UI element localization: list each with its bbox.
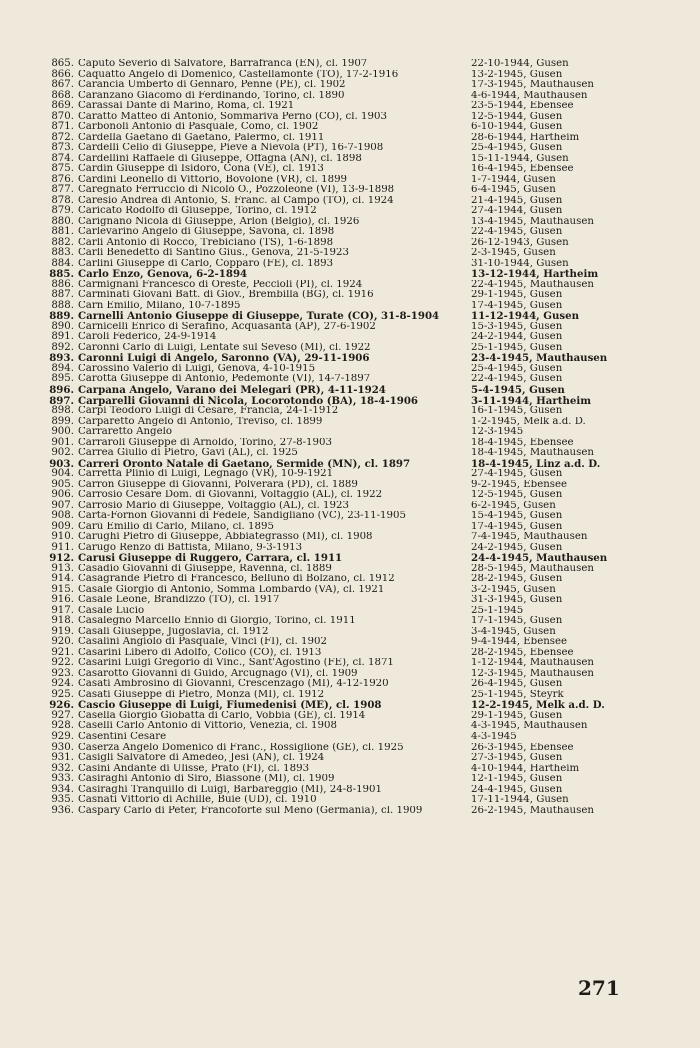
entry-number: 935. xyxy=(51,794,74,806)
entry-number: 934. xyxy=(51,783,74,795)
list-item xyxy=(44,91,644,102)
entry-text: Cardellini Raffaele di Giuseppe, Offagna (AN), cl. 1898 xyxy=(78,153,362,164)
entry-death-date-place: 9-4-1944, Ebensee xyxy=(471,637,568,648)
entry-text: Carmignani Francesco di Oreste, Peccioli (PI), cl. 1924 xyxy=(78,279,363,290)
entry-number: 905. xyxy=(51,478,74,490)
entry-death-date-place: 28-6-1944, Hartheim xyxy=(471,132,580,143)
entry-death-date-place: 1-2-1945, Melk a.d. D. xyxy=(471,416,586,427)
entry-text: Carlevarino Angelo di Giuseppe, Savona, cl. 1898 xyxy=(78,227,335,238)
entry-number: 923. xyxy=(51,667,74,679)
entry-death-date-place: 25-1-1945, Steyrk xyxy=(471,689,564,700)
entry-number: 891. xyxy=(51,331,74,343)
entry-number: 868. xyxy=(51,89,74,101)
entry-death-date-place: 24-2-1945, Gusen xyxy=(471,542,563,553)
entry-text: Carrea Giulio di Pietro, Gavi (AL), cl. 1925 xyxy=(78,448,298,459)
entry-number: 927. xyxy=(51,709,74,721)
list-item xyxy=(44,406,644,417)
entry-death-date-place: 13-4-1945, Mauthausen xyxy=(471,216,594,227)
entry-number: 887. xyxy=(51,289,74,301)
entry-death-date-place: 28-2-1945, Ebensee xyxy=(471,647,574,658)
list-item xyxy=(44,259,644,270)
entry-number: 899. xyxy=(51,415,74,427)
entry-number: 902. xyxy=(51,447,74,459)
entry-number: 928. xyxy=(51,720,74,732)
list-item xyxy=(44,164,644,175)
entry-text: Casadio Giovanni di Giuseppe, Ravenna, cl. 1889 xyxy=(78,563,332,574)
list-item xyxy=(44,753,644,764)
entry-number: 922. xyxy=(51,657,74,669)
entry-text: Carli Antonio di Rocco, Trebiciano (TS), 1-6-1898 xyxy=(78,237,334,248)
entry-number: 913. xyxy=(51,562,74,574)
entry-death-date-place: 12-3-1945, Mauthausen xyxy=(471,668,594,679)
entry-death-date-place: 4-3-1945, Mauthausen xyxy=(471,721,588,732)
list-item xyxy=(44,427,644,438)
entry-text: Carraretto Angelo xyxy=(78,427,173,438)
list-item xyxy=(44,417,644,428)
entry-text: Caselli Carlo Antonio di Vittorio, Venezia, cl. 1908 xyxy=(78,721,337,732)
entry-number: 908. xyxy=(51,510,74,522)
entry-number: 921. xyxy=(51,646,74,658)
list-item xyxy=(44,648,644,659)
entry-number: 865. xyxy=(51,58,74,69)
list-item xyxy=(44,564,644,575)
entry-death-date-place: 15-3-1945, Gusen xyxy=(471,321,563,332)
list-item xyxy=(44,795,644,806)
entry-text: Caserza Angelo Domenico di Franc., Rossiglione (GE), cl. 1925 xyxy=(78,742,404,753)
entry-death-date-place: 12-1-1945, Gusen xyxy=(471,774,563,785)
entry-text: Caricato Rodolfo di Giuseppe, Torino, cl. 1912 xyxy=(78,206,317,217)
list-item xyxy=(44,322,644,333)
list-item xyxy=(44,679,644,690)
entry-death-date-place: 16-1-1945, Gusen xyxy=(471,406,563,417)
list-item xyxy=(44,690,644,701)
entry-death-date-place: 1-7-1944, Gusen xyxy=(471,174,556,185)
entry-text: Carlo Enzo, Genova, 6-2-1894 xyxy=(78,269,248,280)
list-item xyxy=(44,311,644,322)
list-item xyxy=(44,490,644,501)
entry-text: Carretta Plinio di Luigi, Legnago (VR), 10-9-1921 xyxy=(78,469,334,480)
entry-text: Carossino Valerio di Luigi, Genova, 4-10-1915 xyxy=(78,363,316,374)
entry-text: Carusi Giuseppe di Ruggero, Carrara, cl. 1911 xyxy=(78,553,343,564)
entry-text: Carù Emilio di Carlo, Milano, cl. 1895 xyxy=(78,521,274,532)
entry-death-date-place: 6-10-1944, Gusen xyxy=(471,122,563,133)
list-item xyxy=(44,332,644,343)
entry-death-date-place: 12-5-1945, Gusen xyxy=(471,490,563,501)
entry-number: 890. xyxy=(51,320,74,332)
entry-death-date-place: 22-4-1945, Gusen xyxy=(471,227,563,238)
list-item xyxy=(44,574,644,585)
entry-death-date-place: 27-4-1944, Gusen xyxy=(471,206,563,217)
entry-text: Carnicelli Enrico di Serafino, Acquasanta (AP), 27-6-1902 xyxy=(78,321,376,332)
entry-number: 879. xyxy=(51,205,74,217)
list-item xyxy=(44,101,644,112)
entry-text: Caputo Severio di Salvatore, Barrafranca (EN), cl. 1907 xyxy=(78,59,368,69)
list-item xyxy=(44,721,644,732)
entry-text: Casali Giuseppe, Jugoslavia, cl. 1912 xyxy=(78,626,269,637)
entry-number: 918. xyxy=(51,615,74,627)
list-item xyxy=(44,343,644,354)
entry-text: Caronni Luigi di Angelo, Saronno (VA), 29-11-1906 xyxy=(78,353,370,364)
list-item xyxy=(44,785,644,796)
entry-death-date-place: 31-10-1944, Gusen xyxy=(471,258,569,269)
list-item xyxy=(44,480,644,491)
entry-text: Cardini Leonello di Vittorio, Bovolone (VR), cl. 1899 xyxy=(78,174,348,185)
entry-death-date-place: 17-4-1945, Gusen xyxy=(471,300,563,311)
entry-death-date-place: 17-1-1945, Gusen xyxy=(471,616,563,627)
entry-text: Casale Giorgio di Antonio, Somma Lombardo (VA), cl. 1921 xyxy=(78,584,385,595)
list-item xyxy=(44,185,644,196)
entry-death-date-place: 3-2-1945, Gusen xyxy=(471,584,556,595)
entry-text: Carrosio Mario di Giuseppe, Voltaggio (AL), cl. 1923 xyxy=(78,500,349,511)
entry-death-date-place: 12-3-1945 xyxy=(471,427,524,438)
entry-text: Carbonoli Antonio di Pasquale, Como, cl. 1902 xyxy=(78,122,319,133)
entry-number: 930. xyxy=(51,741,74,753)
entry-death-date-place: 17-4-1945, Gusen xyxy=(471,521,563,532)
entry-number: 888. xyxy=(51,299,74,311)
entry-death-date-place: 13-12-1944, Hartheim xyxy=(471,269,599,280)
list-item xyxy=(44,658,644,669)
entry-death-date-place: 29-1-1945, Gusen xyxy=(471,290,563,301)
entry-text: Cardella Gaetano di Gaetano, Palermo, cl. 1911 xyxy=(78,132,325,143)
entry-text: Carnelli Antonio Giuseppe di Giuseppe, Turate (CO), 31-8-1904 xyxy=(78,311,440,322)
entry-text: Casigli Salvatore di Amedeo, Jesi (AN), cl. 1924 xyxy=(78,753,325,764)
entry-number: 924. xyxy=(51,678,74,690)
list-item xyxy=(44,175,644,186)
entry-number: 936. xyxy=(51,804,74,816)
list-item xyxy=(44,59,644,70)
entry-number: 906. xyxy=(51,489,74,501)
entry-number: 877. xyxy=(51,184,74,196)
entry-death-date-place: 21-4-1945, Gusen xyxy=(471,195,563,206)
entry-number: 917. xyxy=(51,604,74,616)
entry-text: Carminati Giovani Batt. di Giov., Brembilla (BG), cl. 1916 xyxy=(78,290,374,301)
entry-text: Casentini Cesare xyxy=(78,732,167,742)
entry-number: 915. xyxy=(51,583,74,595)
entry-text: Carparetto Angelo di Antonio, Treviso, cl. 1899 xyxy=(78,416,323,427)
entry-number: 893. xyxy=(49,352,74,365)
entry-number: 894. xyxy=(51,362,74,374)
entry-death-date-place: 9-2-1945, Ebensee xyxy=(471,479,568,490)
list-item xyxy=(44,385,644,396)
entry-number: 911. xyxy=(51,541,74,553)
entry-number: 914. xyxy=(51,573,74,585)
list-item xyxy=(44,438,644,449)
list-item xyxy=(44,248,644,259)
entry-death-date-place: 26-3-1945, Ebensee xyxy=(471,742,574,753)
entry-text: Casiraghi Antonio di Siro, Biassone (MI), cl. 1909 xyxy=(78,774,335,785)
entry-death-date-place: 25-4-1945, Gusen xyxy=(471,143,563,154)
list-item xyxy=(44,616,644,627)
list-item xyxy=(44,501,644,512)
entry-number: 916. xyxy=(51,594,74,606)
list-item xyxy=(44,227,644,238)
list-item xyxy=(44,511,644,522)
list-item xyxy=(44,238,644,249)
entry-death-date-place: 25-1-1945 xyxy=(471,605,524,616)
entry-number: 907. xyxy=(51,499,74,511)
entry-text: Casagrande Pietro di Francesco, Belluno di Bolzano, cl. 1912 xyxy=(78,574,395,585)
entry-death-date-place: 18-4-1945, Linz a.d. D. xyxy=(471,458,601,470)
entry-number: 912. xyxy=(49,552,74,565)
entry-death-date-place: 4-6-1944, Mauthausen xyxy=(471,90,588,101)
list-item xyxy=(44,806,644,817)
entry-number: 873. xyxy=(51,142,74,154)
entry-number: 885. xyxy=(49,268,74,281)
entry-death-date-place: 15-11-1944, Gusen xyxy=(471,153,569,164)
entry-number: 880. xyxy=(51,215,74,227)
list-item xyxy=(44,269,644,280)
entry-number: 896. xyxy=(49,383,74,396)
entry-text: Cardin Giuseppe di Isidoro, Cona (VE), cl. 1913 xyxy=(78,164,324,175)
entry-death-date-place: 17-11-1944, Gusen xyxy=(471,795,569,806)
list-item xyxy=(44,553,644,564)
entry-number: 872. xyxy=(51,131,74,143)
entry-text: Casarini Libero di Adolfo, Colico (CO), cl. 1913 xyxy=(78,647,322,658)
entry-number: 883. xyxy=(51,247,74,259)
entry-number: 900. xyxy=(51,426,74,438)
entry-text: Carughi Pietro di Giuseppe, Abbiategrasso (MI), cl. 1908 xyxy=(78,532,373,543)
entry-text: Carignano Nicola di Giuseppe, Arlon (Belgio), cl. 1926 xyxy=(78,216,360,227)
list-item xyxy=(44,70,644,81)
entry-text: Carassai Dante di Marino, Roma, cl. 1921 xyxy=(78,101,295,112)
entry-text: Cascio Giuseppe di Luigi, Fiumedenisi (ME), cl. 1908 xyxy=(78,700,382,711)
entry-text: Caresio Andrea di Antonio, S. Franc. al Campo (TO), cl. 1924 xyxy=(78,195,394,206)
entry-number: 932. xyxy=(51,762,74,774)
entry-number: 871. xyxy=(51,121,74,133)
list-item xyxy=(44,364,644,375)
list-item xyxy=(44,143,644,154)
entry-death-date-place: 7-4-1945, Mauthausen xyxy=(471,532,588,543)
list-item xyxy=(44,206,644,217)
entry-text: Caroli Federico, 24-9-1914 xyxy=(78,332,217,343)
list-item xyxy=(44,732,644,743)
deportee-list xyxy=(44,59,644,816)
list-item xyxy=(44,543,644,554)
entry-death-date-place: 6-4-1945, Gusen xyxy=(471,185,556,196)
entry-death-date-place: 27-3-1945, Gusen xyxy=(471,753,563,764)
list-item xyxy=(44,301,644,312)
entry-death-date-place: 6-2-1945, Gusen xyxy=(471,500,556,511)
entry-death-date-place: 18-4-1945, Mauthausen xyxy=(471,448,594,459)
list-item xyxy=(44,764,644,775)
list-item xyxy=(44,595,644,606)
entry-text: Carancia Umberto di Gennaro, Penne (PE), cl. 1902 xyxy=(78,80,346,91)
entry-number: 892. xyxy=(51,341,74,353)
entry-text: Casale Lucio xyxy=(78,605,145,616)
list-item xyxy=(44,627,644,638)
list-item xyxy=(44,469,644,480)
entry-death-date-place: 24-4-1945, Gusen xyxy=(471,784,563,795)
list-item xyxy=(44,217,644,228)
entry-number: 895. xyxy=(51,373,74,385)
entry-death-date-place: 12-2-1945, Melk a.d. D. xyxy=(471,700,605,711)
entry-death-date-place: 17-3-1945, Mauthausen xyxy=(471,80,594,91)
entry-text: Carli Benedetto di Santino Gius., Genova, 21-5-1923 xyxy=(78,248,349,259)
entry-text: Casati Giuseppe di Pietro, Monza (MI), cl. 1912 xyxy=(78,689,325,700)
list-item xyxy=(44,80,644,91)
entry-death-date-place: 25-1-1945, Gusen xyxy=(471,342,563,353)
list-item xyxy=(44,459,644,470)
entry-number: 878. xyxy=(51,194,74,206)
entry-number: 933. xyxy=(51,773,74,785)
entry-death-date-place: 16-4-1945, Ebensee xyxy=(471,164,574,175)
entry-death-date-place: 24-4-1945, Mauthausen xyxy=(471,553,608,564)
entry-text: Carta-Fornon Giovanni di Fedele, Sandigliano (VC), 23-11-1905 xyxy=(78,511,406,522)
entry-text: Cardelli Celio di Giuseppe, Pieve a Nievola (PT), 16-7-1908 xyxy=(78,143,384,154)
entry-death-date-place: 26-2-1945, Mauthausen xyxy=(471,805,594,816)
entry-death-date-place: 1-12-1944, Mauthausen xyxy=(471,658,594,669)
entry-text: Carreri Oronto Natale di Gaetano, Sermide (MN), cl. 1897 xyxy=(78,458,411,470)
entry-text: Casarini Luigi Gregorio di Vinc., Sant'Agostino (FE), cl. 1871 xyxy=(78,658,394,669)
entry-text: Carron Giuseppe di Giovanni, Polverara (PD), cl. 1889 xyxy=(78,479,358,490)
list-item xyxy=(44,669,644,680)
entry-number: 889. xyxy=(49,310,74,323)
list-item xyxy=(44,522,644,533)
entry-text: Carn Emilio, Milano, 10-7-1895 xyxy=(78,300,241,311)
entry-text: Casella Giorgio Giobatta di Carlo, Vobbia (GE), cl. 1914 xyxy=(78,710,366,721)
entry-death-date-place: 12-5-1944, Gusen xyxy=(471,111,563,122)
entry-number: 926. xyxy=(49,699,74,712)
entry-number: 925. xyxy=(51,688,74,700)
list-item xyxy=(44,774,644,785)
entry-text: Carpi Teodoro Luigi di Cesare, Francia, 24-1-1912 xyxy=(78,406,339,417)
entry-text: Casale Leone, Brandizzo (TO), cl. 1917 xyxy=(78,595,280,606)
list-item xyxy=(44,353,644,364)
entry-death-date-place: 25-4-1945, Gusen xyxy=(471,363,563,374)
entry-death-date-place: 24-2-1944, Gusen xyxy=(471,332,563,343)
entry-death-date-place: 23-4-1945, Mauthausen xyxy=(471,353,608,364)
entry-number: 903. xyxy=(49,457,74,470)
entry-death-date-place: 31-3-1945, Gusen xyxy=(471,595,563,606)
entry-text: Casarotto Giovanni di Guido, Arcugnago (VI), cl. 1909 xyxy=(78,668,358,679)
entry-death-date-place: 2-3-1945, Gusen xyxy=(471,248,556,259)
entry-death-date-place: 15-4-1945, Gusen xyxy=(471,511,563,522)
entry-text: Carugo Renzo di Battista, Milano, 9-3-1913 xyxy=(78,542,303,553)
list-item xyxy=(44,133,644,144)
list-item xyxy=(44,532,644,543)
entry-number: 901. xyxy=(51,436,74,448)
entry-death-date-place: 29-1-1945, Gusen xyxy=(471,710,563,721)
entry-death-date-place: 11-12-1944, Gusen xyxy=(471,311,579,322)
entry-number: 909. xyxy=(51,520,74,532)
entry-text: Carpana Angelo, Varano dei Melegari (PR), 4-11-1924 xyxy=(78,384,386,396)
entry-death-date-place: 26-12-1943, Gusen xyxy=(471,237,569,248)
entry-number: 876. xyxy=(51,173,74,185)
entry-number: 881. xyxy=(51,226,74,238)
list-item xyxy=(44,637,644,648)
entry-death-date-place: 5-4-1945, Gusen xyxy=(471,384,565,396)
entry-death-date-place: 22-4-1945, Gusen xyxy=(471,374,563,385)
entry-text: Carotta Giuseppe di Antonio, Pedemonte (VI), 14-7-1897 xyxy=(78,374,371,385)
entry-text: Carraroli Giuseppe di Arnoldo, Torino, 27-8-1903 xyxy=(78,437,332,448)
list-item xyxy=(44,743,644,754)
entry-death-date-place: 3-11-1944, Hartheim xyxy=(471,395,592,407)
list-item xyxy=(44,290,644,301)
entry-number: 875. xyxy=(51,163,74,175)
list-item xyxy=(44,196,644,207)
list-item xyxy=(44,700,644,711)
entry-text: Caronni Carlo di Luigi, Lentate sul Seveso (MI), cl. 1922 xyxy=(78,342,371,353)
entry-text: Caquatto Angelo di Domenico, Castellamonte (TO), 17-2-1916 xyxy=(78,69,399,80)
entry-text: Carparelli Giovanni di Nicola, Locorotondo (BA), 18-4-1906 xyxy=(78,395,419,407)
entry-number: 884. xyxy=(51,257,74,269)
entry-death-date-place: 23-5-1944, Ebensee xyxy=(471,101,574,112)
entry-number: 886. xyxy=(51,278,74,290)
list-item xyxy=(44,448,644,459)
entry-text: Caranzano Giacomo di Ferdinando, Torino, cl. 1890 xyxy=(78,90,345,101)
entry-text: Casalegno Marcello Ennio di Giorgio, Torino, cl. 1911 xyxy=(78,616,356,627)
entry-death-date-place: 4-10-1944, Hartheim xyxy=(471,763,580,774)
page-number: 271 xyxy=(578,976,620,1000)
list-item xyxy=(44,280,644,291)
entry-text: Caspary Carlo di Peter, Francoforte sul Meno (Germania), cl. 1909 xyxy=(78,805,423,816)
entry-text: Casati Ambrosino di Giovanni, Crescenzago (MI), 4-12-1920 xyxy=(78,679,389,690)
entry-number: 869. xyxy=(51,100,74,112)
entry-number: 870. xyxy=(51,110,74,122)
entry-death-date-place: 22-10-1944, Gusen xyxy=(471,59,569,69)
entry-number: 910. xyxy=(51,531,74,543)
list-item xyxy=(44,711,644,722)
entry-number: 897. xyxy=(49,394,74,407)
entry-text: Caregnato Ferruccio di Nicolò O., Pozzoleone (VI), 13-9-1898 xyxy=(78,185,395,196)
entry-text: Casnati Vittorio di Achille, Buie (UD), cl. 1910 xyxy=(78,795,317,806)
entry-death-date-place: 4-3-1945 xyxy=(471,732,517,742)
entry-number: 904. xyxy=(51,468,74,480)
entry-text: Casiraghi Tranquillo di Luigi, Barbareggio (MI), 24-8-1901 xyxy=(78,784,382,795)
entry-text: Casalini Angiolo di Pasquale, Vinci (FI), cl. 1902 xyxy=(78,637,327,648)
entry-death-date-place: 28-5-1945, Mauthausen xyxy=(471,563,594,574)
entry-number: 929. xyxy=(51,731,74,742)
entry-number: 898. xyxy=(51,405,74,417)
entry-number: 874. xyxy=(51,152,74,164)
entry-number: 867. xyxy=(51,79,74,91)
entry-number: 920. xyxy=(51,636,74,648)
list-item xyxy=(44,112,644,123)
entry-number: 919. xyxy=(51,625,74,637)
entry-death-date-place: 22-4-1945, Mauthausen xyxy=(471,279,594,290)
entry-death-date-place: 28-2-1945, Gusen xyxy=(471,574,563,585)
list-item xyxy=(44,396,644,407)
entry-death-date-place: 13-2-1945, Gusen xyxy=(471,69,563,80)
list-item xyxy=(44,154,644,165)
list-item xyxy=(44,606,644,617)
entry-death-date-place: 26-4-1945, Gusen xyxy=(471,679,563,690)
list-item xyxy=(44,374,644,385)
list-item xyxy=(44,585,644,596)
entry-text: Carlini Giuseppe di Carlo, Copparo (FE), cl. 1893 xyxy=(78,258,334,269)
entry-number: 882. xyxy=(51,236,74,248)
entry-death-date-place: 18-4-1945, Ebensee xyxy=(471,437,574,448)
entry-text: Casini Andante di Ulisse, Prato (FI), cl. 1893 xyxy=(78,763,310,774)
entry-number: 931. xyxy=(51,752,74,764)
entry-death-date-place: 27-4-1945, Gusen xyxy=(471,469,563,480)
list-item xyxy=(44,122,644,133)
entry-number: 866. xyxy=(51,68,74,80)
entry-text: Caratto Matteo di Antonio, Sommariva Perno (CO), cl. 1903 xyxy=(78,111,387,122)
entry-text: Carrosio Cesare Dom. di Giovanni, Voltaggio (AL), cl. 1922 xyxy=(78,490,383,501)
entry-death-date-place: 3-4-1945, Gusen xyxy=(471,626,556,637)
